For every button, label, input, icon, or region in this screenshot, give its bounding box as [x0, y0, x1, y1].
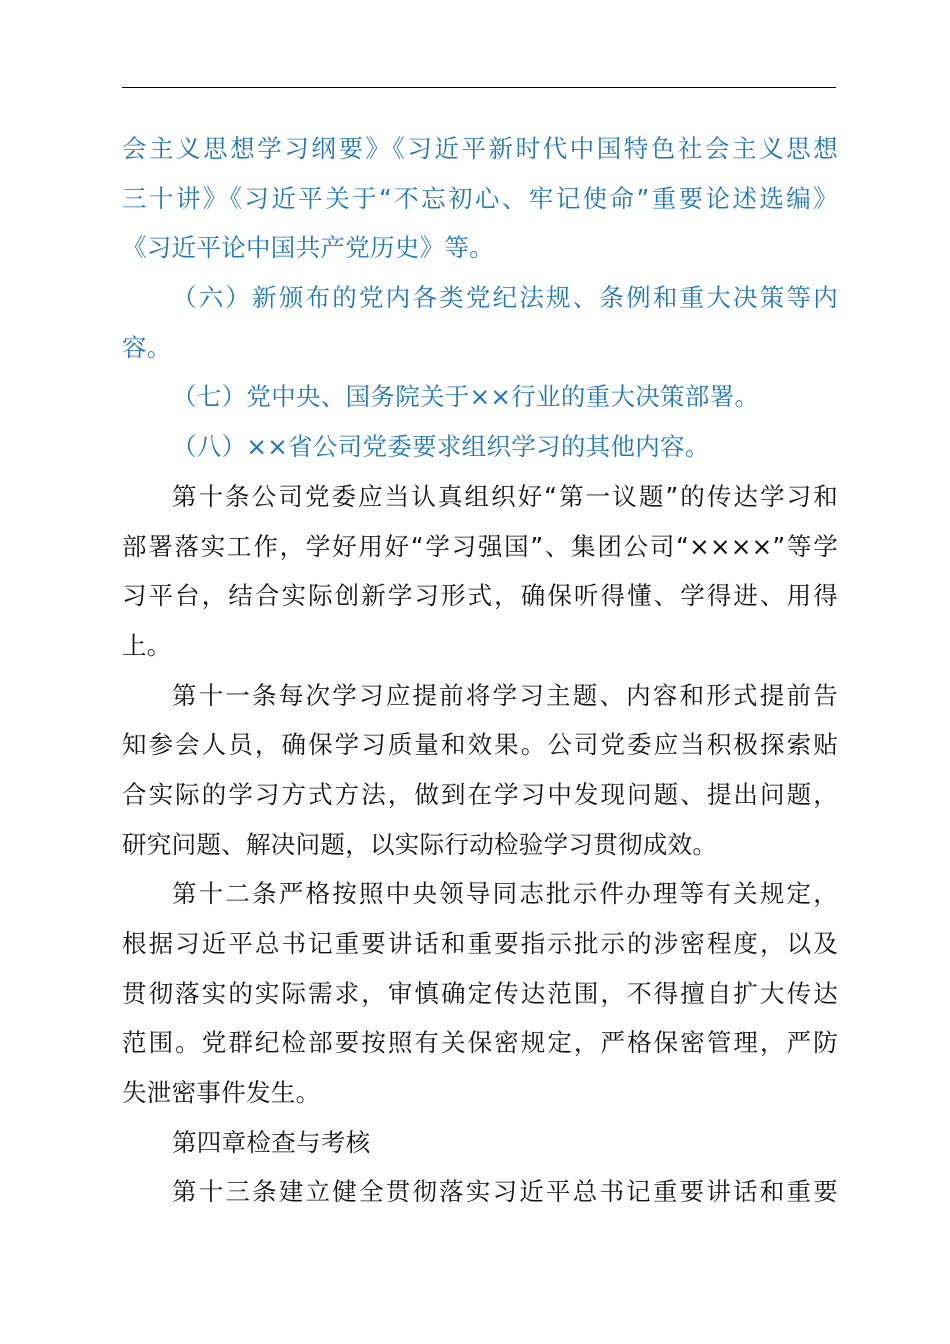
- text-line-5: 容。: [122, 332, 172, 362]
- text-line-12: 第十一条每次学习应提前将学习主题、内容和形式提前告: [172, 680, 838, 710]
- text-line-16: 第十二条严格按照中央领导同志批示件办理等有关规定，: [172, 879, 838, 909]
- text-line-7: （八）××省公司党委要求组织学习的其他内容。: [172, 432, 710, 462]
- text-line-15: 研究问题、解决问题，以实际行动检验学习贯彻成效。: [122, 829, 718, 859]
- text-line-6: （七）党中央、国务院关于××行业的重大决策部署。: [172, 382, 760, 412]
- text-line-2: 三十讲》《习近平关于“不忘初心、牢记使命”重要论述选编》: [122, 183, 838, 213]
- text-line-19: 范围。党群纪检部要按照有关保密规定，严格保密管理，严防: [122, 1028, 838, 1058]
- text-line-13: 知参会人员，确保学习质量和效果。公司党委应当积极探索贴: [122, 730, 838, 760]
- text-line-9: 部署落实工作，学好用好“学习强国”、集团公司“××××”等学: [122, 531, 838, 561]
- text-line-3: 《习近平论中国共产党历史》等。: [122, 233, 494, 263]
- text-line-10: 习平台，结合实际创新学习形式，确保听得懂、学得进、用得: [122, 581, 838, 611]
- text-line-8: 第十条公司党委应当认真组织好“第一议题”的传达学习和: [172, 481, 838, 511]
- chapter-heading: 第四章检查与考核: [172, 1127, 371, 1157]
- text-line-20: 失泄密事件发生。: [122, 1078, 321, 1108]
- text-line-4: （六）新颁布的党内各类党纪法规、条例和重大决策等内: [172, 283, 838, 313]
- text-line-22: 第十三条建立健全贯彻落实习近平总书记重要讲话和重要: [172, 1177, 838, 1207]
- text-line-11: 上。: [122, 630, 172, 660]
- text-line-17: 根据习近平总书记重要讲话和重要指示批示的涉密程度，以及: [122, 929, 838, 958]
- document-body: [122, 124, 838, 1217]
- text-line-18: 贯彻落实的实际需求，审慎确定传达范围，不得擅自扩大传达: [122, 978, 838, 1008]
- header-rule: [122, 87, 836, 88]
- text-line-14: 合实际的学习方式方法，做到在学习中发现问题、提出问题，: [122, 779, 838, 809]
- text-line-1: 会主义思想学习纲要》《习近平新时代中国特色社会主义思想: [122, 134, 838, 163]
